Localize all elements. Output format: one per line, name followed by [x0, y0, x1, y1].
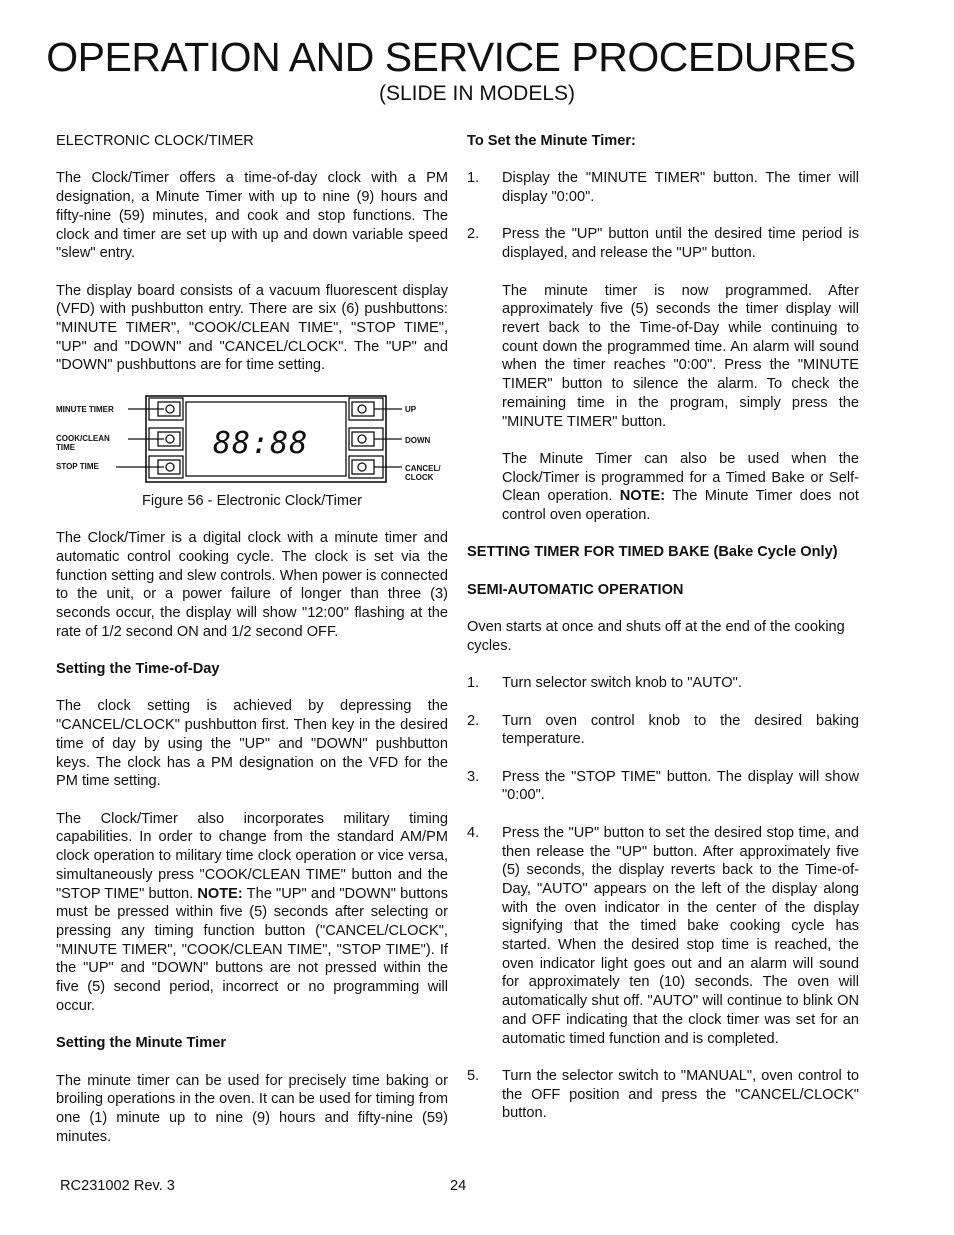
list-item: 2. Turn oven control knob to the desired baking temperature. [467, 712, 859, 748]
page-subtitle: (SLIDE IN MODELS) [378, 82, 576, 105]
label-minute-timer: MINUTE TIMER [56, 404, 114, 414]
list-item: 5. Turn the selector switch to "MANUAL", oven control to the OFF position and press the "CANCEL/CLOCK" button. [467, 1067, 859, 1122]
page-title: OPERATION AND SERVICE PROCEDURES [46, 34, 856, 80]
paragraph-time-of-day: The clock setting is achieved by depressing the "CANCEL/CLOCK" pushbutton first. Then key in the desired time of day by using the "UP" and "DOWN" pushbutton keys. The clock has a PM designation on the VFD for the PM time setting. [56, 698, 448, 790]
heading-minute-timer: Setting the Minute Timer [56, 1035, 227, 1052]
paragraph-clock-description: The Clock/Timer is a digital clock with a minute timer and automatic control cooking cycle. The clock is set via the function setting and slew controls. When power is connected to the unit, or a power failure of longer than three (3) seconds occur, the display will show "12:00" flashing at the rate of 1/2 second ON and 1/2 second OFF. [56, 530, 448, 640]
paragraph-military-time: The Clock/Timer also incorporates military timing capabilities. In order to change from the standard AM/PM clock operation to military time clock operation or vice versa, simultaneously press "COOK/CLEAN TIME" button and the "STOP TIME" button. NOTE: The "UP" and "DOWN" buttons must be pressed within five (5) seconds after selecting or pressing any timing function button ("CANCEL/CLOCK", "MINUTE TIMER", "COOK/CLEAN TIME", "STOP TIME"). If the "UP" and "DOWN" buttons are not pressed within the five (5) second period, incorrect or no programming will occur. [56, 810, 448, 1014]
left-column [56, 132, 448, 1165]
label-cook-clean: COOK/CLEAN [56, 433, 110, 443]
heading-set-minute-timer: To Set the Minute Timer: [467, 133, 636, 149]
page-number: 24 [450, 1178, 467, 1194]
section-title: ELECTRONIC CLOCK/TIMER [56, 133, 254, 149]
label-cancel-clock: CLOCK [405, 472, 434, 482]
vfd-display: 88:88 [213, 425, 309, 461]
paragraph-timer-programmed: The minute timer is now programmed. After approximately five (5) seconds the timer display will revert back to the Time-of-Day while continuing to count down the programmed time. An alarm will sound when the timer reaches "0:00". Press the "MINUTE TIMER" button to silence the alarm. To check the remaining time in the program, simply press the "MINUTE TIMER" button. [502, 282, 859, 430]
list-item: 3. Press the "STOP TIME" button. The display will show "0:00". [467, 768, 859, 804]
paragraph-minute-timer: The minute timer can be used for precisely time baking or broiling operations in the oven. It can be used for timing from one (1) minute up to nine (9) hours and fifty-nine (59) minutes. [56, 1072, 448, 1145]
right-column [467, 132, 859, 1142]
paragraph-timer-note: The Minute Timer can also be used when the Clock/Timer is programmed for a Timed Bake or Self-Clean operation. NOTE: The Minute Timer does not control oven operation. [502, 450, 859, 523]
right-buttons [349, 398, 383, 478]
label-stop-time: STOP TIME [56, 461, 99, 471]
heading-timed-bake: SETTING TIMER FOR TIMED BAKE (Bake Cycle Only) [467, 544, 838, 561]
heading-semi-automatic: SEMI-AUTOMATIC OPERATION [467, 581, 684, 598]
left-buttons [149, 398, 183, 478]
figure-caption: Figure 56 - Electronic Clock/Timer [141, 492, 363, 509]
document-id: RC231002 Rev. 3 [60, 1178, 175, 1194]
heading-time-of-day: Setting the Time-of-Day [56, 661, 220, 678]
note-label: NOTE: [197, 885, 243, 902]
list-item: 1. Turn selector switch knob to "AUTO". [467, 675, 742, 692]
label-cancel: CANCEL/ [405, 463, 441, 473]
clock-timer-diagram [56, 394, 456, 486]
list-item: 4. Press the "UP" button to set the desired stop time, and then release the "UP" button. After approximately five (5) seconds, the display reverts back to the Time-of-Day, "AUTO" appears on the left of the display along with the oven indicator in the center of the display signifying that the timed bake cooking cycle has started. When the desired stop time is reached, the oven indicator light goes out and an alarm will sound for approximately ten (10) seconds. The oven will automatically shut off. "AUTO" will continue to blink ON and OFF indicating that the clock timer was set for an automatic timed function and is completed. [467, 824, 859, 1047]
label-down: DOWN [405, 435, 431, 445]
paragraph-oven-starts: Oven starts at once and shuts off at the end of the cooking cycles. [467, 619, 845, 654]
list-item: 2. Press the "UP" button until the desired time period is displayed, and release the "UP" button. [467, 226, 859, 262]
clock-timer-figure [56, 394, 448, 486]
paragraph-display-board: The display board consists of a vacuum fluorescent display (VFD) with pushbutton entry. There are six (6) pushbuttons: "MINUTE TIMER", "COOK/CLEAN TIME", "STOP TIME", "UP" and "DOWN" and "CANCEL/CLOCK". The "UP" and "DOWN" pushbuttons are for time setting. [56, 282, 448, 374]
paragraph-intro: The Clock/Timer offers a time-of-day clock with a PM designation, a Minute Timer with up to nine (9) hours and fifty-nine (59) minutes, and cook and stop functions. The clock and timer are set up with up and down variable speed "slew" entry. [56, 170, 448, 262]
label-up: UP [405, 404, 417, 414]
note-label: NOTE: [619, 488, 666, 505]
label-cook-clean-time: TIME [56, 442, 76, 452]
list-item: 1. Display the "MINUTE TIMER" button. The timer will display "0:00". [467, 170, 859, 206]
